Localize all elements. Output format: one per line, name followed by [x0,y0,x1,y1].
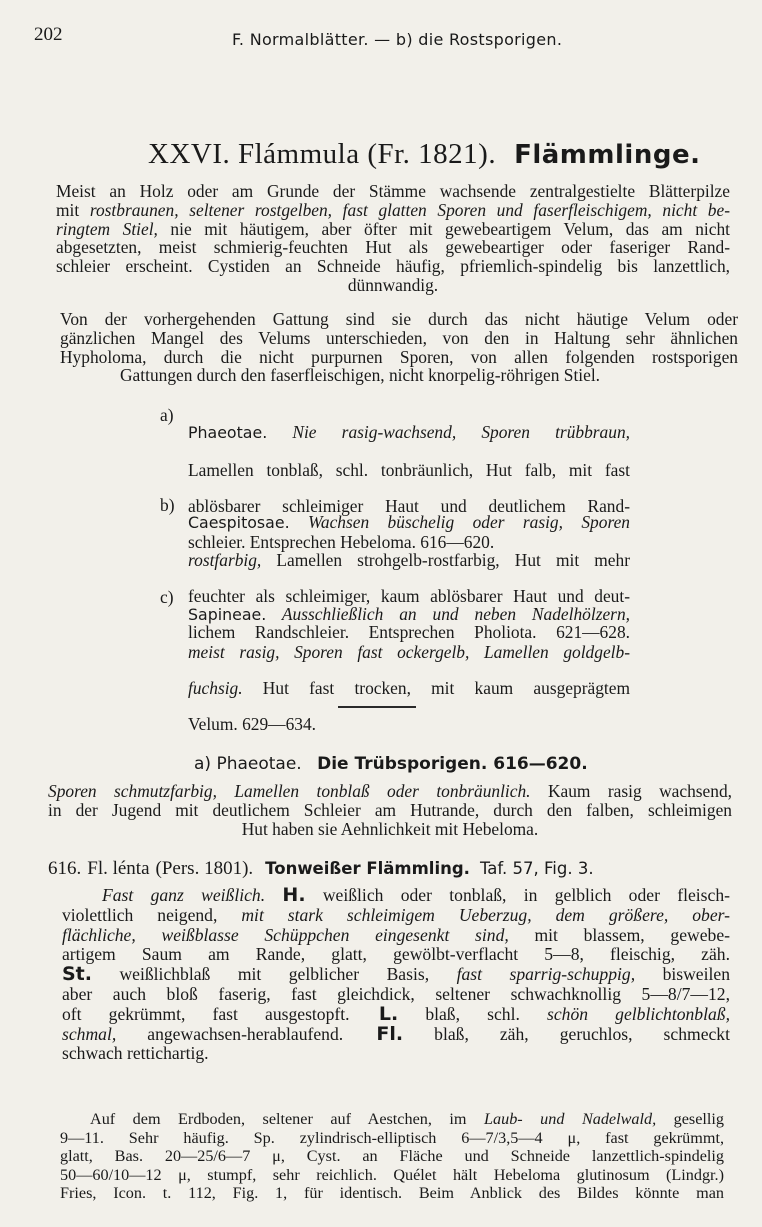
text-line: meist rasig, Sporen fast ockergelb, Lamellen goldgelb- [188,641,630,662]
running-title: F. Normalblätter. — b) die Rostsporigen. [232,30,563,49]
text-line: Lamellen tonblaß, schl. tonbräunlich, Hut falb, mit fast [188,459,630,480]
text-line: abgesetzten, meist schmierig-feuchten Hut als gewebeartiger oder faseriger Rand- [56,237,730,258]
text-line: feuchter als schleimiger, kaum ablösbarer Haut und deut- [188,585,630,606]
text-line: ringtem Stiel, nie mit häutigem, aber öfter mit gewebeartigem Velum, das am nicht [56,218,730,239]
text-line: St. weißlichblaß mit gelblicher Basis, fast sparrig-schuppig, bisweilen [62,963,731,986]
text-line: Hypholoma, durch die nicht purpurnen Sporen, von allen folgenden rostsporigen [60,346,738,367]
section-label: b) [160,495,175,515]
section-c [160,585,630,751]
genus-description [56,182,730,295]
text-line: rostfarbig, Lamellen strohgelb-rostfarbig, Hut mit mehr [188,549,630,570]
species-common-name: Tonweißer Flämmling. [265,859,470,878]
species-heading [48,858,594,880]
genus-name: XXVI. Flámmula (Fr. 1821). [148,138,497,170]
text-line: aber auch bloß faserig, fast gleichdick, seltener schwachknollig 5—8/7—12, [62,983,730,1004]
text-line: glatt, Bas. 20—25/6—7 μ, Cyst. an Fläche und Schneide lanzettlich-spindelig [60,1147,724,1166]
text-line: oft gekrümmt, fast ausgestopft. L. blaß, schl. schön gelblichtonblaß, [62,1002,730,1025]
text-line: Velum. 629—634. [188,713,317,734]
subsection-description [48,782,732,838]
text-line: Fries, Icon. t. 112, Fig. 1, für identisch. Beim Anblick des Bildes könnte man [60,1184,724,1203]
text-line: gänzlichen Mangel des Velums unterschieden, von den in Haltung sehr ähnlichen [60,327,738,348]
text-line: 50—60/10—12 μ, stumpf, sehr reichlich. Quélet hält Hebeloma glutinosum (Lindgr.) [60,1165,724,1184]
text-line: violettlich neigend, mit stark schleimigem Ueberzug, dem größere, ober- [62,904,730,925]
text-line: 9—11. Sehr häufig. Sp. zylindrisch-elliptisch 6—7/3,5—4 μ, fast gekrümmt, [60,1128,724,1147]
text-line: fuchsig. Hut fast trocken, mit kaum ausgeprägtem [188,677,630,698]
text-line: flächliche, weißblasse Schüppchen eingesenkt sind, mit blassem, gewebe- [62,924,730,945]
subsection-title: Die Trübsporigen. 616—620. [317,754,588,774]
text-line: schmal, angewachsen-herablaufend. Fl. blaß, zäh, geruchlos, schmeckt [62,1022,730,1045]
section-label: c) [160,587,174,607]
text-line: dünnwandig. [347,274,439,295]
text-line: Gattungen durch den faserfleischigen, nicht knorpelig-röhrigen Stiel. [120,365,601,386]
text-line: Sapineae. Ausschließlich an und neben Nadelhölzern, [188,604,630,625]
section-divider [338,706,416,708]
text-line: artigem Saum am Rande, glatt, gewölbt-verflacht 5—8, fleischig, zäh. [62,944,730,965]
text-line: Von der vorhergehenden Gattung sind sie durch das nicht häutige Velum oder [60,309,738,329]
text-line: Sporen schmutzfarbig, Lamellen tonblaß oder tonbräunlich. Kaum rasig wachsend, [48,781,732,801]
species-number: 616. [48,858,82,879]
text-line: ablösbarer schleimiger Haut und deutlichem Rand- [188,495,630,516]
subsection-heading [194,754,588,774]
text-line: mit rostbraunen, seltener rostgelben, fast glatten Sporen und faserfleischigem, nicht be- [56,199,730,220]
species-description [62,886,730,1064]
text-line: schwach rettichartig. [62,1043,209,1064]
species-name: Fl. lénta [87,858,150,879]
text-line: Hut haben sie Aehnlichkeit mit Hebeloma. [241,818,539,839]
species-notes [60,1110,724,1203]
species-author: (Pers. 1801). [155,858,254,879]
text-line: Phaeotae. Nie rasig-wachsend, Sporen trübbraun, [188,422,630,443]
text-line: Auf dem Erdboden, seltener auf Aestchen, im Laub- und Nadelwald, gesellig [90,1110,725,1128]
text-line: in der Jugend mit deutlichem Schleier am Hutrande, durch den falben, schleimigen [48,799,732,820]
genus-common-name: Flämmlinge. [514,140,701,170]
page-number: 202 [34,24,63,45]
text-line: Fast ganz weißlich. H. weißlich oder tonblaß, in gelblich oder fleisch- [102,884,730,906]
subsection-label: a) Phaeotae. [194,754,302,774]
genus-comparison [60,310,738,385]
text-line: Meist an Holz oder am Grunde der Stämme wachsende zentralgestielte Blätterpilze [56,181,730,201]
text-line: lichem Randschleier. Entsprechen Pholiota. 621—628. [188,621,630,642]
text-line: schleier erscheint. Cystiden an Schneide häufig, pfriemlich-spindelig bis lanzettlich, [56,256,730,277]
species-plate: Taf. 57, Fig. 3. [479,859,594,878]
genus-heading [148,138,700,171]
section-label: a) [160,405,174,425]
text-line: Caespitosae. Wachsen büschelig oder rasig, Sporen [188,512,630,533]
text-line: schleier. Entsprechen Hebeloma. 616—620. [188,531,495,552]
